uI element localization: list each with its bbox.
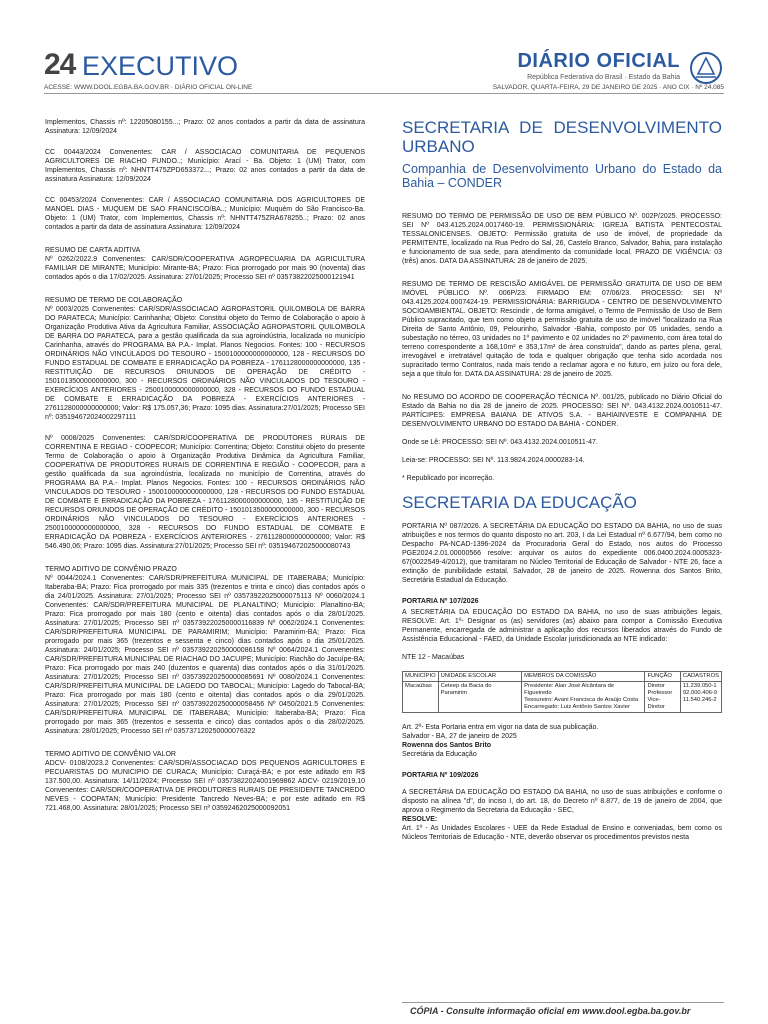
footer-rule [402, 1002, 724, 1003]
edition-line: SALVADOR, QUARTA-FEIRA, 29 DE JANEIRO DE 2025 · ANO CIX · Nº 24.085 [492, 84, 724, 91]
portaria-107-text: A SECRETÁRIA DA EDUCAÇÃO DO ESTADO DA BAHIA, no uso de suas atribuições legais, RESOLVE: Art. 1º- Designar os (as) servidores (as) abaixo para compor a Comissão Executiva Permanente, encarregada de administrar a aplicação dos recursos liberados através do Fundo de Assistência Educacional - FAED, da Unidade Escolar jurisdicionada ao NTE indicado: [402, 609, 722, 643]
notice-text: Implementos, Chassis nº: 12205080155...; Prazo: 02 anos contados a partir da data de assinatura Assinatura: 12/09/2024 [45, 119, 365, 135]
notice-heading: RESUMO DE CARTA ADITIVA [45, 247, 141, 254]
signer-name: Rowenna dos Santos Brito [402, 742, 492, 749]
left-notice-7 [45, 750, 365, 813]
table-cell: 11.239.050-1 92.000.406-9 11.540.246-2 [680, 682, 721, 713]
access-line: ACESSE: WWW.DOOL.EGBA.BA.GOV.BR · DIÁRIO OFICIAL ON-LINE [44, 84, 253, 91]
left-notice-0 [45, 118, 365, 136]
table-header: MEMBROS DA COMISSÃO [522, 672, 645, 682]
notice-text: Nº 0044/2024.1 Convenentes: CAR/SDR/PREFEITURA MUNICIPAL DE ITABERABA; Município: Itaberaba-BA; Prazo: Fica prorrogado por mais 335 (trezentos e trinta e cinco) dias contados após o dia 24/01/2025. Assinatura: 27/01/2025; Processo SEI nº 035739220250000751​13 Nº 0060/2024.1 Convenentes: CAR/SDR/PREFEITURA MUNICIPAL DE PLANALTINO; Município: Planaltino-BA; Prazo: Fica prorrogado por mais 180 (cento e oitenta) dias contados após o dia 28/01/2025. Assinatura: 27/01/2025; Processo SEI nº 035739220250000116839 Nº 0062/2024.1 Convenentes: CAR/SDR/PREFEITURA MUNICIPAL DE PARAMIRIM; Município: Paramirim-BA; Prazo: Fica prorrogado por mais 365 (trezentos e sessenta e cinco) dias contados após o dia 25/01/2025. Assinatura: 24/01/2025; Processo SEI nº 035739220250000086158 Nº 0064/2024.1 Convenentes: CAR/SDR/PREFEITURA MUNICIPAL DE RIACHAO DO JACUIPE; Município: Riachão do Jacuípe-BA; Prazo: Fica prorrogado por mais 240 (duzentos e quarenta) dias contados após o dia 31/01/2025. Assinatura: 27/01/2025; Processo SEI nº 035739220250000085691 Nº 0080/2024.1 Convenentes: CAR/SDR/PREFEITURA MUNICIPAL DE LAGEDO DO TABOCAL; Município: Lagedo do Tabocal-BA; Prazo: Fica prorrogado por mais 180 (cento e oitenta) dias contados após o dia 29/01/2025. Assinatura: 27/01/2025; Processo SEI nº 035739220250000058456 Nº 0450/2021.5 Convenentes: CAR/SDR/PREFEITURA MUNICIPAL DE ITABERABA; Município: Itaberaba-BA; Prazo: Fica prorrogado por mais 365 (trezentos e sessenta e cinco) dias contados após o dia 28/02/2025. Assinatura: 28/01/2025; Processo SEI nº 035737120250000076322 [45, 575, 365, 735]
portaria-107-title: PORTARIA Nº 107/2026 [402, 598, 479, 605]
conder-title: Companhia de Desenvolvimento Urbano do Estado da Bahia – CONDER [402, 162, 722, 190]
resolve-label: RESOLVE: [402, 816, 438, 823]
table-header: CADASTROS [680, 672, 721, 682]
permission-notice: RESUMO DO TERMO DE PERMISSÃO DE USO DE BEM PÚBLICO Nº. 002P/2025. PROCESSO: SEI Nº 043.4125.2024.0017460-19. PERMISSIONÁRIA: IGREJA BATISTA PENTECOSTAL TESSALONICENSES. OBJETO: Permissão gratuita de uso de imóvel, de propriedade da PERMITENTE, localizado na Rua Pedro do Sal, 26, Castelo Branco, Salvador, Bahia, para instalação e funcionamento de sua sede, para atendimento da comunidade local. PRAZO DE VIGÊNCIA: 03 (três) anos. DATA DA ASSINATURA: 28 de janeiro de 2025. [402, 213, 722, 265]
table-cell: Ceteep da Bacia do Paramirim [438, 682, 522, 713]
portaria-087: PORTARIA Nº 087/2026. A SECRETÁRIA DA EDUCAÇÃO DO ESTADO DA BAHIA, no uso de suas atribuições e nos termos do quanto disposto no art. 203, I da Lei Estadual nº 6.677/94, bem como no Despacho PA-NCAD-1396-2024 da Procuradoria Geral do Estado, nos autos do Processo PGE2024.2.01.00000566 resolve: arquivar os autos do expediente 006.0400.2024.0005323-67(0022549-4/2012), que tramitaram no Núcleo Territorial de Educação de Salvador - NTE 26, face a extinção de punibilidade estatal. Salvador, 28 de janeiro de 2025. Rowenna dos Santos Brito, Secretária Estadual da Educação. [402, 523, 722, 584]
section-title: EXECUTIVO [82, 51, 239, 81]
left-notice-5 [45, 434, 365, 551]
notice-text: Nº 0003/2025 Convenentes: CAR/SDR/ASSOCIACAO AGROPASTORIL QUILOMBOLA DE BARRA DO PARATECA; Município: Carinhanha; Objeto: Constitui objeto do Termo de Colaboração o apoio à Organização Produtiva Ativa da Agricultura Familiar, ASSOCIAÇÃO AGROPASTORIL QUILOMBOLA DE BARRA DO PARATECA, para a gestão qualificada da sua agroindústria, localizada no município Carinhanha, através do PROGRAMA BA P.A.- Implat. Planos Negocios. Fontes: 100 - RECURSOS ORDINÁRIOS NÃO VINCULADOS DO TESOURO - 1500100000000000000, 128 - RECURSOS DO FUNDO ESTADUAL DE COMBATE E ERRADICAÇÃO DA POBREZA - 1761128000000000000, 135 - RESTITUIÇÃO DE RECURSOS ORIUNDOS DE OPERAÇÃO DE CRÉDITO - 1501013500000000000, 300 - RECURSOS ORDINÁRIOS NÃO VINCULADOS DO TESOURO - EXERCÍCIOS ANTERIORES - 2500100000000000000, 328 - RECURSOS DO FUNDO ESTADUAL DE COMBATE E ERRADICAÇÃO DA POBREZA - EXERCÍCIOS ANTERIORES - 2761128000000000000; Valor: R$ 175.057,36; Prazo: 1095 dias. Assinatura:27/01/2025; Processo SEI nº: 035194672024002297111 [45, 306, 365, 421]
nte-label: NTE 12 - Macaúbas [402, 654, 465, 661]
table-header: MUNICÍPIO [403, 672, 439, 682]
cooperation-notice: No RESUMO DO ACORDO DE COOPERAÇÃO TÉCNICA Nº. 001/25, publicado no Diário Oficial do Estado da Bahia no dia 28 de janeiro de 2025. PROCESSO: SEI Nº. 043.4132.2024.0010511-47. PARTÍCIPES: EMPRESA BAIANA DE ATIVOS S.A. - BAHIAINVESTE E COMPANHIA DE DESENVOLVIMENTO URBANO DO ESTADO DA BAHIA - CONDER. [402, 394, 722, 428]
header-rule [44, 93, 724, 94]
sedur-title: SECRETARIA DE DESENVOLVIMENTO URBANO [402, 118, 722, 156]
table-header: UNIDADE ESCOLAR [438, 672, 522, 682]
right-column [402, 118, 722, 842]
table-row [403, 682, 722, 713]
errata-correct: Leia-se: PROCESSO: SEI Nº. 113.9824.2024.0000283-14. [402, 457, 585, 464]
notice-heading: RESUMO DE TERMO DE COLABORAÇÃO [45, 297, 183, 304]
logo-title: DIÁRIO OFICIAL [517, 50, 680, 72]
education-title: SECRETARIA DA EDUCAÇÃO [402, 493, 637, 512]
bahia-crest-icon [688, 50, 724, 86]
table-cell: Macaúbas [403, 682, 439, 713]
left-notice-1 [45, 148, 365, 184]
portaria-107-end: Art. 2º- Esta Portaria entra em vigor na data de sua publicação. Salvador - BA, 27 de janeiro de 2025 [402, 724, 599, 740]
portaria-109-text: A SECRETÁRIA DA EDUCAÇÃO DO ESTADO DA BAHIA, no uso de suas atribuições e conforme o disposto na alínea "d", do inciso I, do art. 18, do Decreto nº 8.877, de 19 de janeiro de 2004, que aprova o Regimento da Secretaria da Educação - SEC, [402, 789, 722, 814]
notice-text: CC 00443/2024 Convenentes: CAR / ASSOCIACAO COMUNITARIA DE PEQUENOS AGRICULTORES DE RIACHO FUNDO..; Município: Arací - Ba. Objeto: 1 (UM) Trator, com Implementos, Chassis nº: NHNTT475ZPD653372...; Prazo: 02 anos contados a partir da data de assinatura Assinatura: 12/09/2024 [45, 149, 365, 183]
notice-text: ADCV- 0108/2023.2 Convenentes: CAR/SDR/ASSOCIACAO DOS PEQUENOS AGRICULTORES E PECUARISTAS DO MUNICIPIO DE CURACA; Município: Curaçá-BA; e por este aditado em R$ 137.500,00. Assinatura: 14/11/2024; Processo SEI nº 035738220240019​69862 ADCV- 0219/2019.10 Convenentes: CAR/SDR/COOPERATIVA DE PRODUTORES RURAIS DE PRESIDENTE TANCREDO NEVES - COOPATAN; Município: Presidente Tancredo Neves-BA; e por este aditado em R$ 721.468,00. Assinatura: 28/01/2025; Processo SEI nº 035924620250000920​51 [45, 760, 365, 812]
diario-oficial-logo [484, 50, 724, 86]
table-cell: Diretor Professor Vice-Diretor [645, 682, 680, 713]
notice-heading: TERMO ADITIVO DE CONVÊNIO PRAZO [45, 566, 177, 573]
left-notice-6 [45, 565, 365, 736]
table-header: FUNÇÃO [645, 672, 680, 682]
portaria-109-art1: Art. 1º - As Unidades Escolares - UEE da Rede Estadual de Ensino e conveniadas, bem como os Núcleos Territoriais de Educação - NTE, deverão observar os procedimentos previstos nesta [402, 825, 722, 841]
notice-text: CC 00453/2024 Convenentes: CAR / ASSOCIACAO COMUNITARIA DOS AGRICULTORES DE MANOEL DIAS - MUQUEM DE SAO FRANCISCO/BA..; Município: Muquém do São Francisco-Ba. Objeto: 1 (UM) Trator, com Implementos, Chassis nº: NHNTT475ZRA678255..; Prazo: 02 anos contados a partir da data de assinatura Assinatura: 12/09/2024 [45, 197, 365, 231]
commission-table [402, 671, 722, 713]
portaria-109-title: PORTARIA Nº 109/2026 [402, 772, 479, 779]
left-notice-3 [45, 246, 365, 282]
table-cell: Presidente: Alan José Alcântara de Figueiredo Tesoureiro: Avani Francisca de Araújo Costa Encarregado: Luiz Antônio Santos Xavier [522, 682, 645, 713]
signer-role: Secretária da Educação [402, 751, 477, 758]
left-notice-4 [45, 296, 365, 422]
footer-note: CÓPIA - Consulte informação oficial em www.dool.egba.ba.gov.br [410, 1006, 691, 1016]
left-column [45, 118, 365, 825]
rescission-notice: RESUMO DE TERMO DE RESCISÃO AMIGÁVEL DE PERMISSÃO GRATUITA DE USO DE BEM IMÓVEL PÚBLICO Nº. 006P/23. FIRMADO EM: 07/06/23. PROCESSO: SEI Nº 043.4125.2024.0007424-19. PERMISSIONÁRIA: BARRIGUDA - CENTRO DE DESENVOLVIMENTO SOCIOAMBIENTAL. OBJETO: Rescindir , de forma amigável, o Termo de Permissão de Uso de Bem Público supracitado, que tem como objeto a permissão gratuita de uso de imóvel "localizado na Rua Direita de Santo Antônio, 09, Pelourinho, Salvador -Bahia, composto por 05 unidades, sendo a subestação no térreo, 03 unidades no 1º pavimento e 02 unidades no 2º pavimento, com área total do terreno correspondente a 168,10m² e 353,17m² de área construída", dando as partes plena, geral, irrevogável e irretratável quitação de toda e qualquer obrigação que tenha sido acordada nos supracitado termo Contratos, nada mais tendo a reclamar agora e no futuro, em juízo ou fora dele, seja a que título for. DATA DA ASSINATURA: 28 de janeiro de 2025. [402, 281, 722, 378]
notice-text: Nº 0008/2025 Convenentes: CAR/SDR/COOPERATIVA DE PRODUTORES RURAIS DE CORRENTINA E REGIAO - COOPECOR; Município: Correntina; Objeto: Constitui objeto do presente Termo de Colaboração o apoio à Organização Produtiva Dinâmica da Agricultura Familiar, COOPERATIVA DE PRODUTORES RURAIS DE CORRENTINA E REGIÃO - COOPECOR, para a gestão qualificada da sua agroindústria, localizada no município de Correntina, através do PROGRAMA BA P.A.- Implat. Planos Negocios. Fontes: 100 - RECURSOS ORDINÁRIOS NÃO VINCULADOS DO TESOURO - 1500100000000000000, 128 - RECURSOS DO FUNDO ESTADUAL DE COMBATE E ERRADICAÇÃO DA POBREZA - 1761128000000000000, 135 - RESTITUIÇÃO DE RECURSOS ORIUNDOS DE OPERAÇÃO DE CRÉDITO - 1501013500000000000, 300 - RECURSOS ORDINÁRIOS NÃO VINCULADOS DO TESOURO - EXERCÍCIOS ANTERIORES - 2500100000000000000, 328 - RECURSOS DO FUNDO ESTADUAL DE COMBATE E ERRADICAÇÃO DA POBREZA - EXERCÍCIOS ANTERIORES - 2761128000000000000; Valor: R$ 546.490,06; Prazo: 1095 dias. Assinatura:27/01/2025; Processo SEI nº: 035194672025000080743 [45, 435, 365, 550]
left-notice-2 [45, 196, 365, 232]
republished-note: * Republicado por incorreção. [402, 475, 495, 482]
page-number: 24 [44, 48, 76, 81]
notice-text: Nº 0262/2022.9 Convenentes: CAR/SDR/COOPERATIVA AGROPECUARIA DA AGRICULTURA FAMILIAR DE MIRANTE; Município: Mirante-BA; Prazo: Fica prorrogado por mais 90 (noventa) dias contados após o dia 17/02/2025. Assinatura: 27/01/2025; Processo SEI nº 035738220250001219​41 [45, 256, 365, 281]
errata-read: Onde se Lê: PROCESSO: SEI Nº. 043.4132.2024.0010511-47. [402, 439, 598, 446]
logo-subtitle: República Federativa do Brasil · Estado da Bahia [527, 74, 680, 81]
notice-heading: TERMO ADITIVO DE CONVÊNIO VALOR [45, 751, 176, 758]
